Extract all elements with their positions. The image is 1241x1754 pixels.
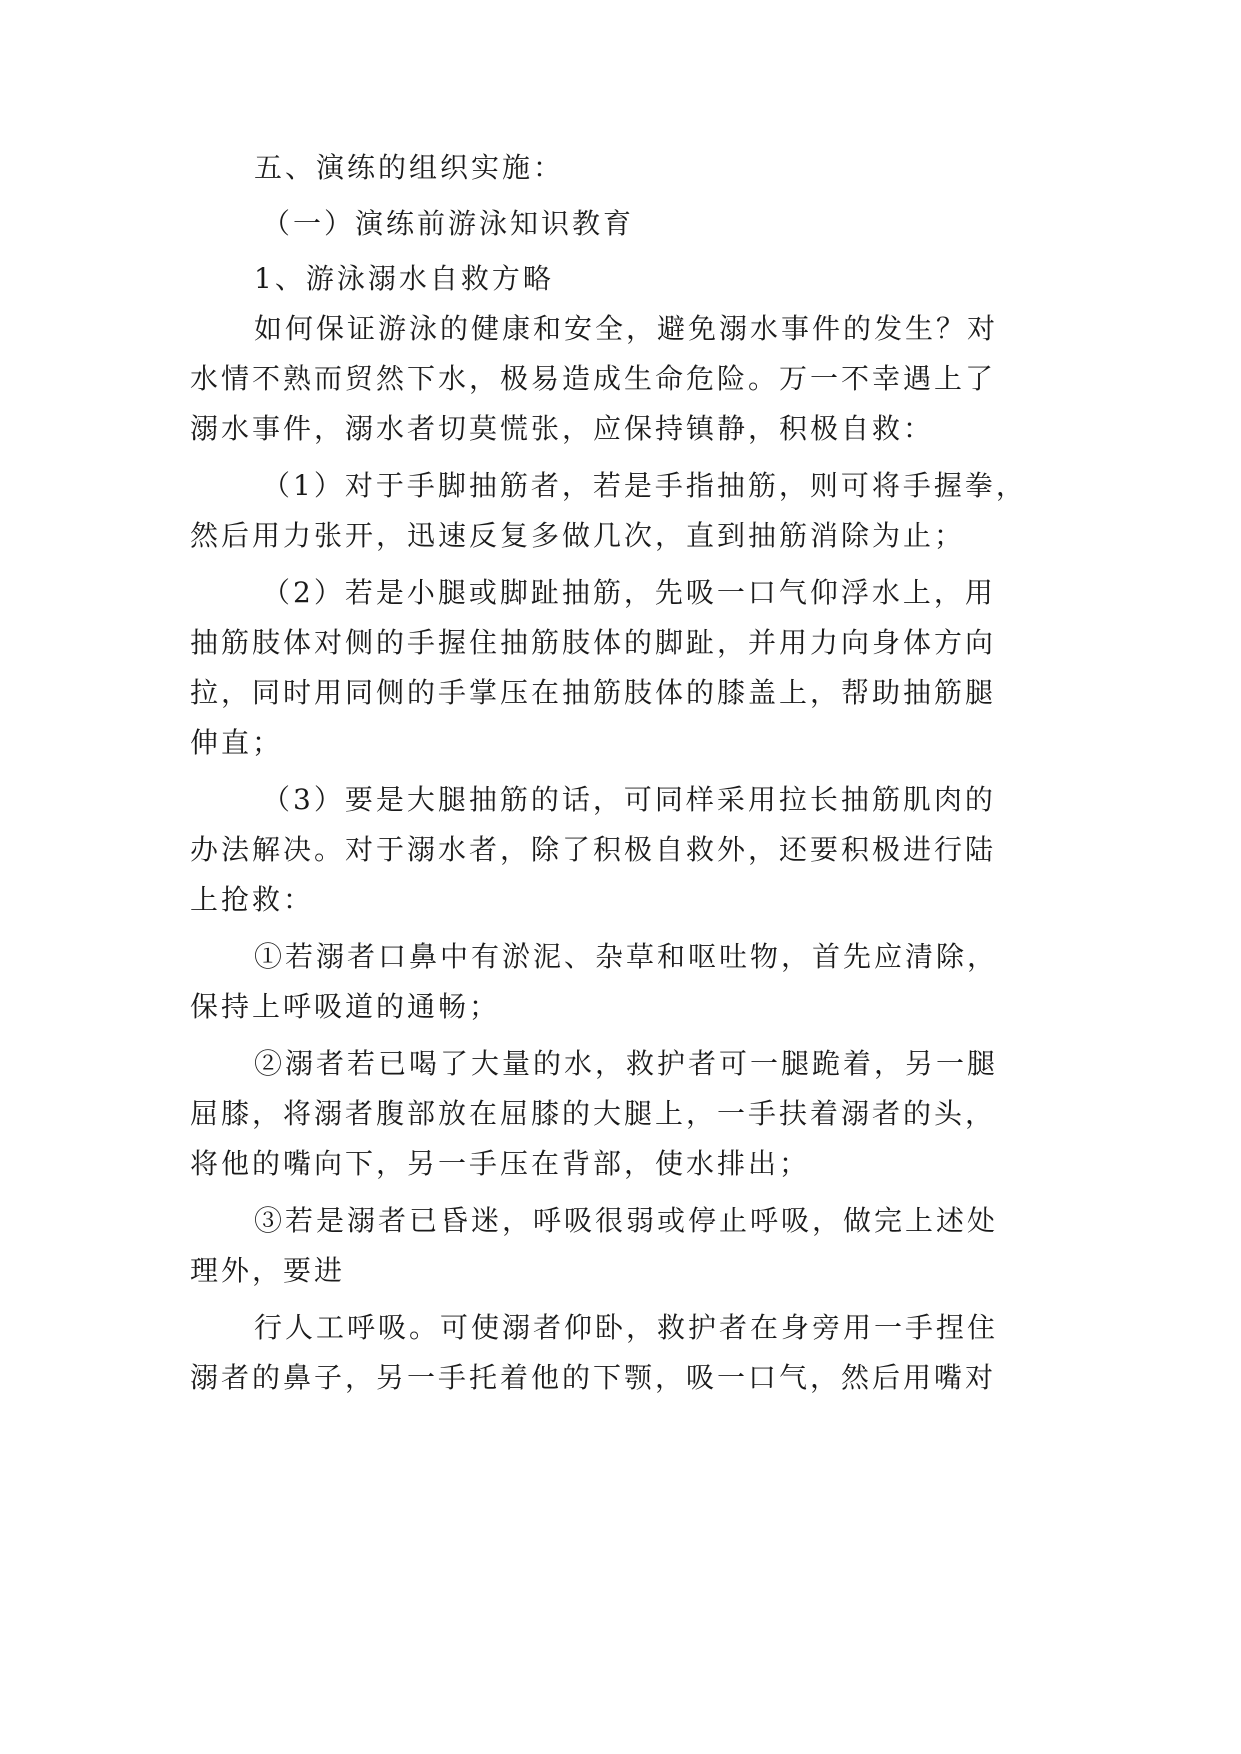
circled-item-1-line: ①若溺者口鼻中有淤泥、杂草和呕吐物，首先应清除，: [254, 940, 999, 973]
intro-line: 溺水事件，溺水者切莫慌张，应保持镇静，积极自救：: [190, 412, 935, 445]
item-3-line: （3）要是大腿抽筋的话，可同样采用拉长抽筋肌肉的: [262, 783, 996, 816]
circled-item-2-line: 将他的嘴向下，另一手压在背部，使水排出；: [190, 1147, 811, 1180]
item-1-line: 然后用力张开，迅速反复多做几次，直到抽筋消除为止；: [190, 519, 966, 552]
section-heading: 五、演练的组织实施：: [254, 151, 565, 184]
subsection-heading: （一）演练前游泳知识教育: [262, 207, 635, 240]
circled-item-2-line: ②溺者若已喝了大量的水，救护者可一腿跪着，另一腿: [254, 1047, 999, 1080]
item-1-line: （1）对于手脚抽筋者，若是手指抽筋，则可将手握拳，: [262, 469, 1027, 502]
circled-item-1-line: 保持上呼吸道的通畅；: [190, 990, 501, 1023]
paragraph-line: 溺者的鼻子，另一手托着他的下颚，吸一口气，然后用嘴对: [190, 1361, 997, 1394]
item-3-line: 办法解决。对于溺水者，除了积极自救外，还要积极进行陆: [190, 833, 997, 866]
item-2-line: 伸直；: [190, 726, 284, 759]
item-2-line: 拉，同时用同侧的手掌压在抽筋肢体的膝盖上，帮助抽筋腿: [190, 676, 997, 709]
item-3-line: 上抢救：: [190, 883, 315, 916]
paragraph-line: 行人工呼吸。可使溺者仰卧，救护者在身旁用一手捏住: [254, 1311, 999, 1344]
intro-line: 如何保证游泳的健康和安全，避免溺水事件的发生？对: [254, 312, 999, 345]
item-2-line: 抽筋肢体对侧的手握住抽筋肢体的脚趾，并用力向身体方向: [190, 626, 997, 659]
intro-line: 水情不熟而贸然下水，极易造成生命危险。万一不幸遇上了: [190, 362, 997, 395]
subsubsection-heading: 1、游泳溺水自救方略: [254, 262, 554, 295]
item-2-line: （2）若是小腿或脚趾抽筋，先吸一口气仰浮水上，用: [262, 576, 996, 609]
circled-item-3-line: ③若是溺者已昏迷，呼吸很弱或停止呼吸，做完上述处: [254, 1204, 999, 1237]
circled-item-2-line: 屈膝，将溺者腹部放在屈膝的大腿上，一手扶着溺者的头，: [190, 1097, 997, 1130]
circled-item-3-line: 理外，要进: [190, 1254, 346, 1287]
